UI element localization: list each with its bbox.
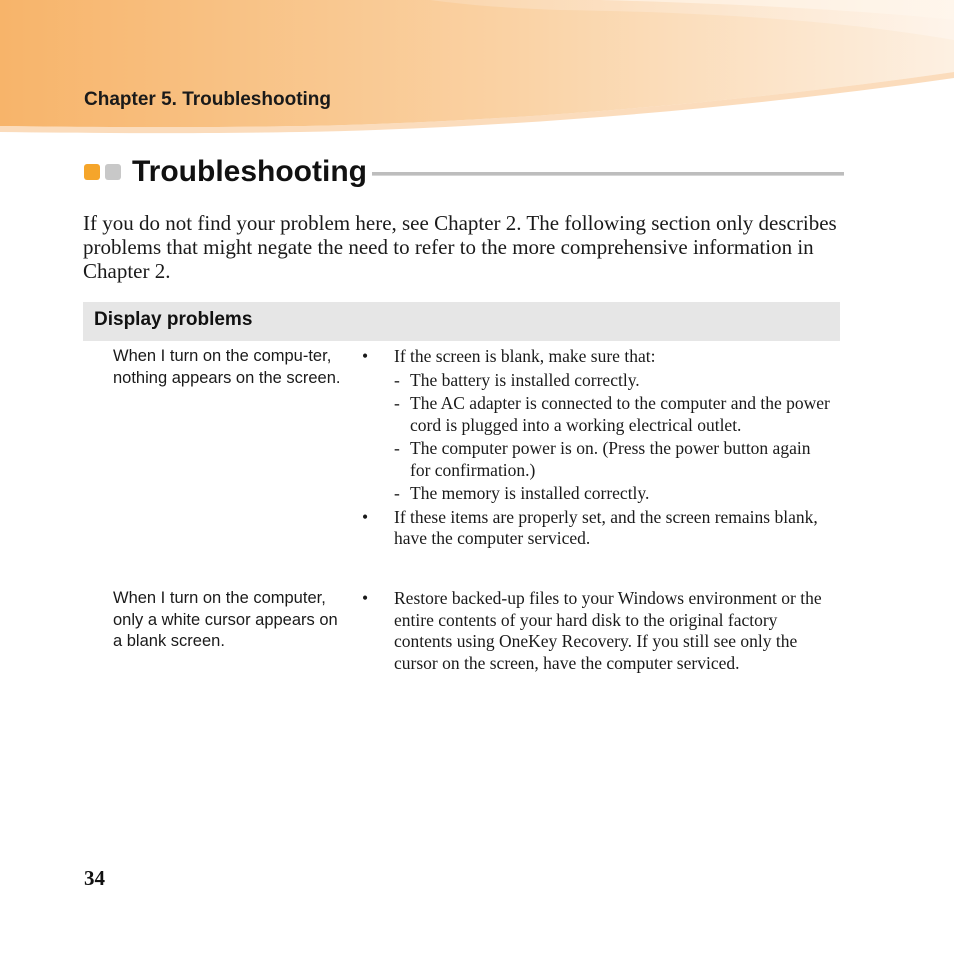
problem-cell: When I turn on the compu-ter, nothing appears on the screen. xyxy=(113,347,341,387)
title-rule xyxy=(372,172,844,176)
sub-list-item: - The memory is installed correctly. xyxy=(394,483,650,503)
intro-paragraph: If you do not find your problem here, see Chapter 2. The following section only describes problems that might negate the need to refer to the more comprehensive information in Chapter 2. xyxy=(83,211,837,283)
bullet-icon: • xyxy=(362,588,369,608)
sub-item-text: The battery is installed correctly. xyxy=(410,369,640,390)
table-heading-label: Display problems xyxy=(94,309,253,330)
list-item xyxy=(362,507,832,550)
bullet-icon: • xyxy=(362,506,369,527)
orange-square-icon xyxy=(84,164,100,180)
problem-cell: When I turn on the computer, only a white cursor appears on a blank screen. xyxy=(113,589,338,650)
bullet-text: Restore backed-up files to your Windows environment or the entire contents of your hard disk to the original factory contents using OneKey Recovery. If you still see only the cursor on the screen, have the computer serviced. xyxy=(394,588,822,673)
sub-list-item: - The battery is installed correctly. xyxy=(394,369,640,390)
sub-item-text: The memory is installed correctly. xyxy=(410,483,650,503)
solution-cell xyxy=(362,346,832,550)
sub-list-item: - The computer power is on. (Press the power button again for confirmation.) xyxy=(394,438,811,480)
sub-list-item: - The AC adapter is connected to the computer and the power cord is plugged into a working electrical outlet. xyxy=(394,393,830,435)
sub-item-text: The computer power is on. (Press the power button again for confirmation.) xyxy=(410,438,811,480)
list-item xyxy=(362,346,832,368)
page-number: 34 xyxy=(84,866,105,890)
sub-item-text: The AC adapter is connected to the computer and the power cord is plugged into a working electrical outlet. xyxy=(410,393,830,435)
section-title: Troubleshooting xyxy=(132,155,367,188)
bullet-text: If these items are properly set, and the screen remains blank, have the computer serviced. xyxy=(394,506,818,548)
grey-square-icon xyxy=(105,164,121,180)
section-title-row xyxy=(84,153,844,193)
bullet-icon: • xyxy=(362,346,369,366)
table-heading xyxy=(83,302,840,341)
bullet-text: If the screen is blank, make sure that: xyxy=(394,346,656,366)
list-item xyxy=(362,588,832,674)
header-banner xyxy=(0,0,954,135)
chapter-heading: Chapter 5. Troubleshooting xyxy=(84,89,332,110)
solution-cell xyxy=(362,588,832,674)
sub-list xyxy=(394,370,832,505)
